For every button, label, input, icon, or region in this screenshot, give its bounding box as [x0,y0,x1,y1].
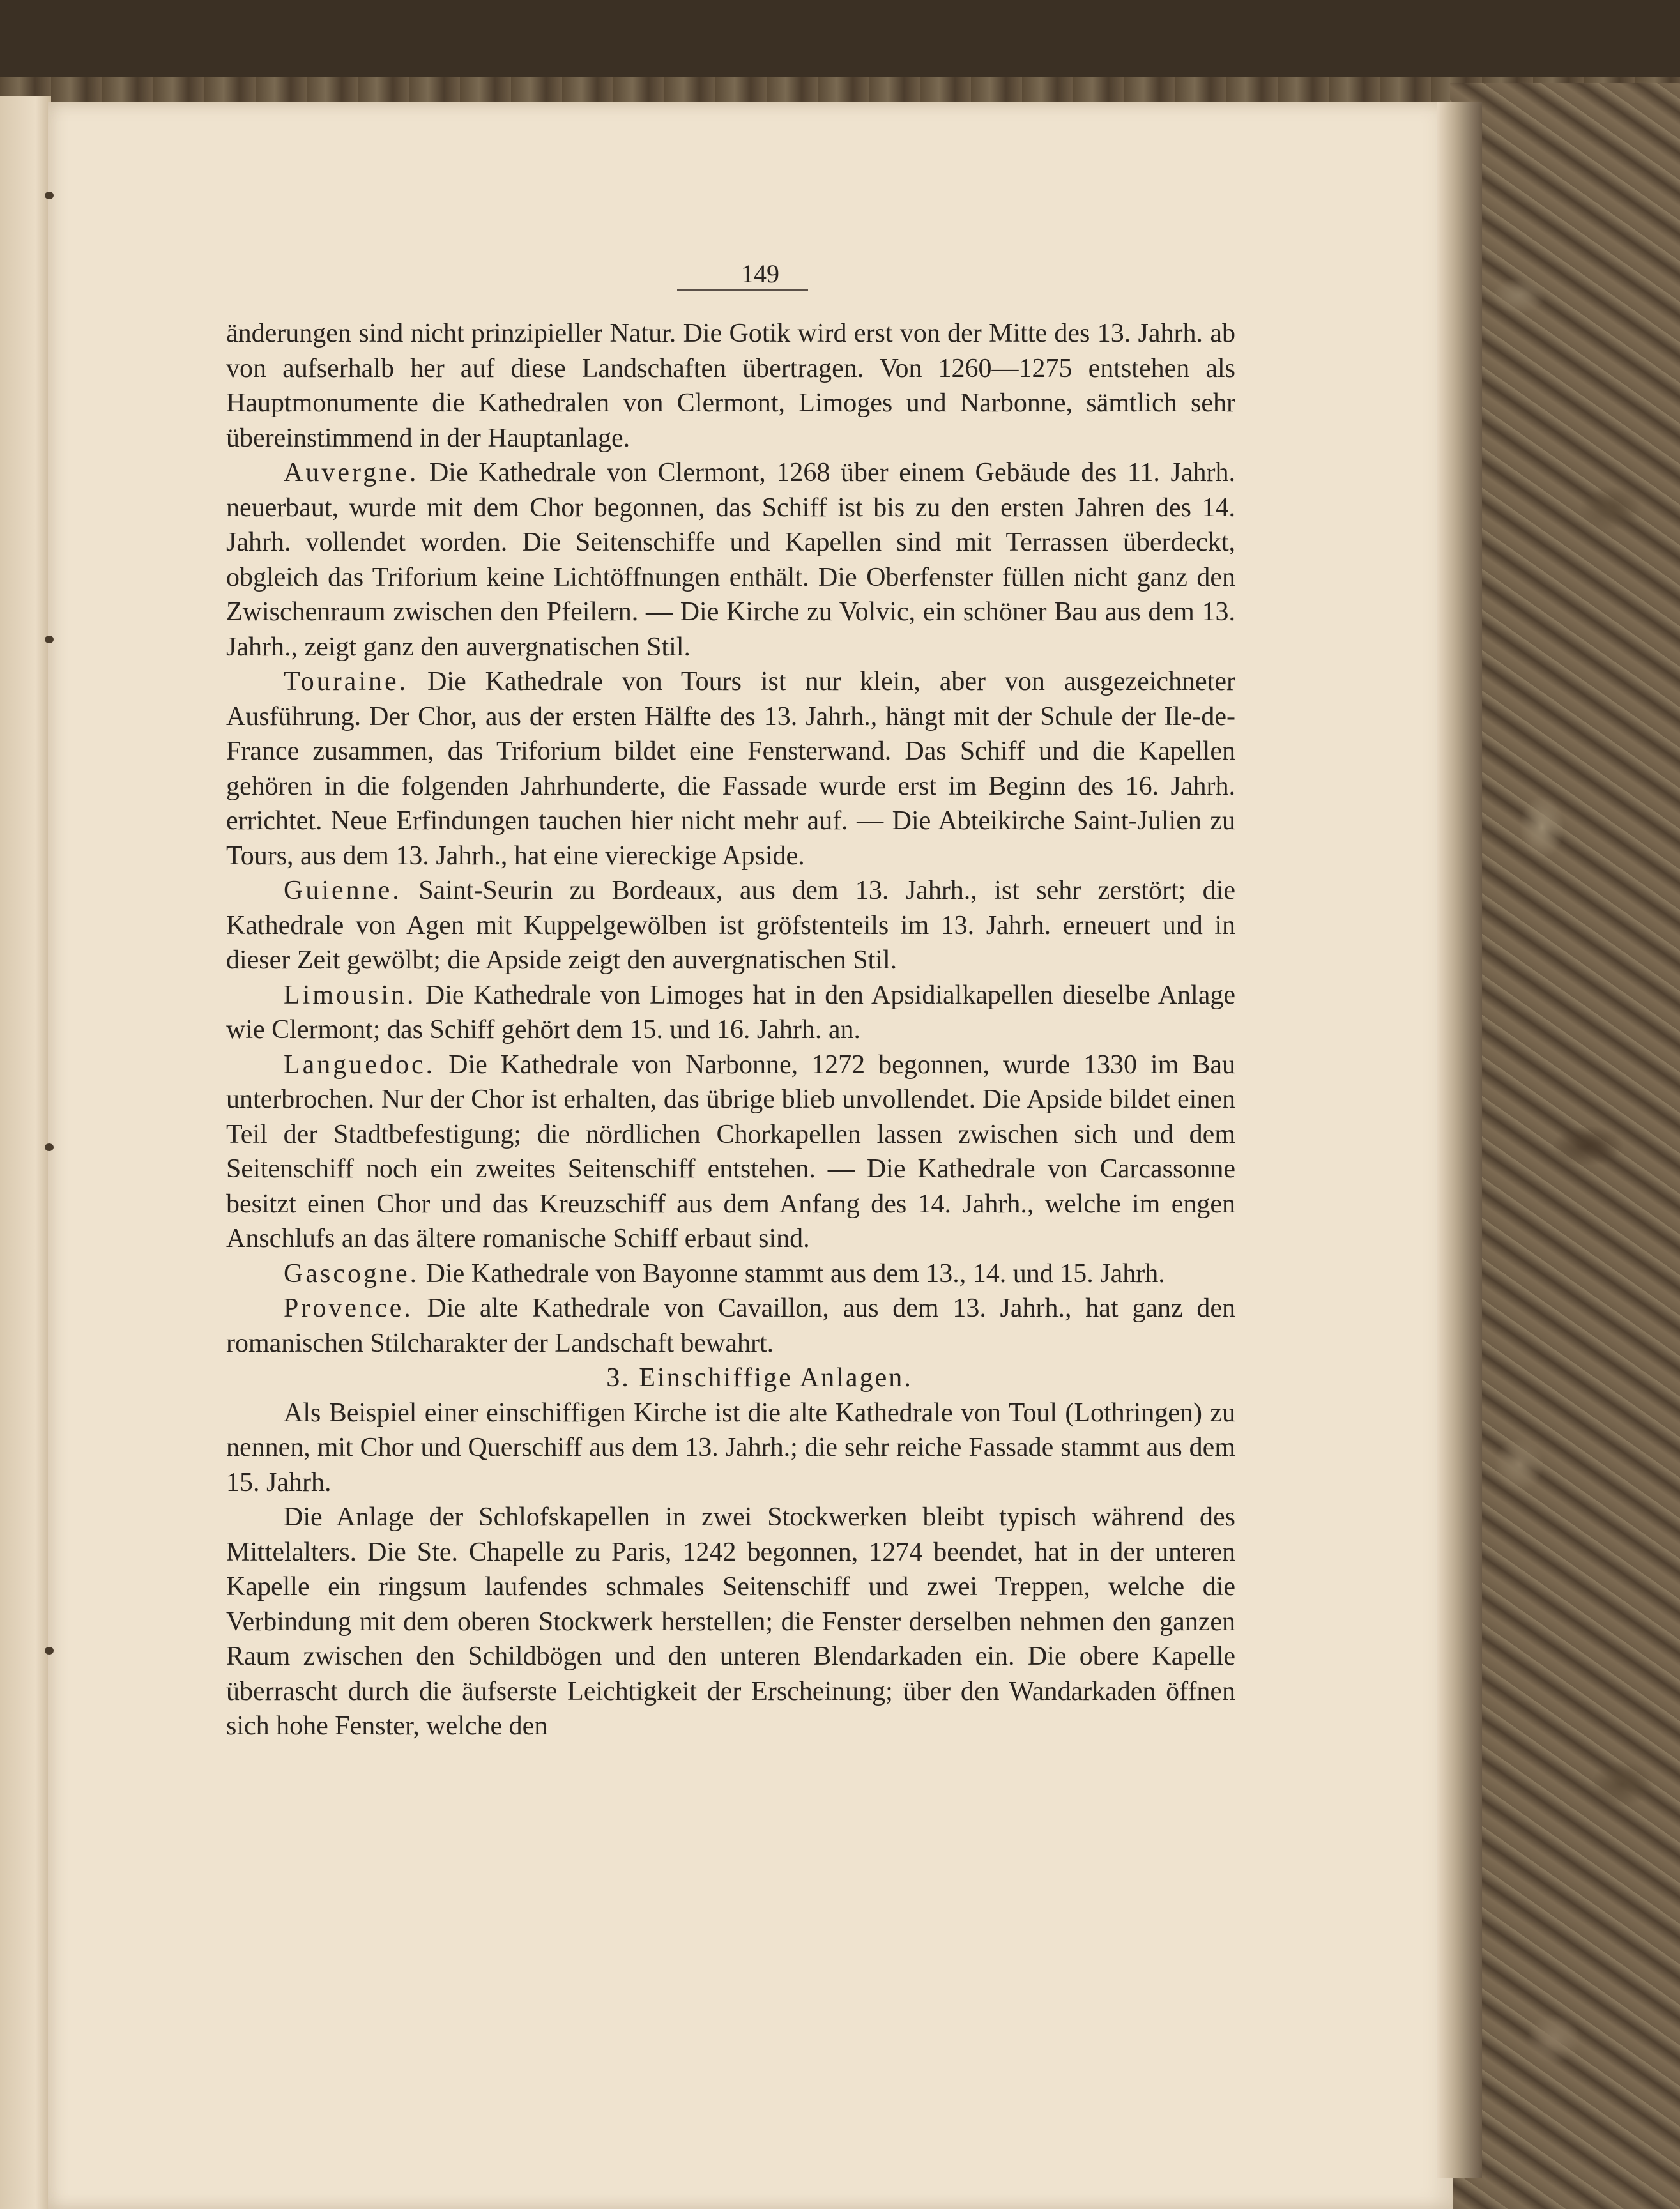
binding-hole [45,636,54,643]
paragraph [226,1500,1235,1744]
region-heading: Provence. [284,1294,413,1323]
paragraph-text: Als Beispiel einer einschiffigen Kirche ist die alte Kathedrale von Toul (Lothringen) zu nennen, mit Chor und Querschiff aus dem 13. Jahrh.; die sehr reiche Fassade stammt aus dem 15. Jahrh. [226,1398,1235,1497]
paragraph-text: Saint-Seurin zu Bordeaux, aus dem 13. Jahrh., ist sehr zerstört; die Kathedrale von Agen mit Kuppelgewölben ist gröfstenteils im 13. Jahrh. erneuert und in dieser Zeit gewölbt; die Apside zeigt den auvergnatischen Stil. [226,876,1235,975]
region-heading: Auvergne. [284,458,419,487]
paragraph [226,1396,1235,1501]
paragraph-text: änderungen sind nicht prinzipieller Natur. Die Gotik wird erst von der Mitte des 13. Jahrh. ab von aufserhalb her auf diese Landschaften übertragen. Von 1260—1275 entstehen als Hauptmonumente die Kathedralen von Clermont, Limoges und Narbonne, sämtlich sehr übereinstimmend in der Hauptanlage. [226,319,1235,453]
page-number-rule [677,289,808,291]
paragraph [226,1291,1235,1361]
paragraph-text: Die Kathedrale von Tours ist nur klein, aber von ausgezeichneter Ausführung. Der Chor, aus der ersten Hälfte des 13. Jahrh., hängt mit der Schule der Ile-de-France zusammen, das Triforium bildet eine Fensterwand. Das Schiff und die Kapellen gehören in die folgenden Jahrhunderte, die Fassade wurde erst im Beginn des 16. Jahrh. errichtet. Neue Erfindungen tauchen hier nicht mehr auf. — Die Abteikirche Saint-Julien zu Tours, aus dem 13. Jahrh., hat eine viereckige Apside. [226,667,1235,871]
paragraph [226,455,1235,664]
binding-hole [45,1647,54,1655]
paragraph-text: Die alte Kathedrale von Cavaillon, aus dem 13. Jahrh., hat ganz den romanischen Stilcharakter der Landschaft bewahrt. [226,1294,1235,1358]
region-heading: Gascogne. [284,1258,420,1288]
paragraph [226,664,1235,873]
paragraph-text: Die Kathedrale von Narbonne, 1272 begonnen, wurde 1330 im Bau unterbrochen. Nur der Chor ist erhalten, das übrige blieb unvollendet. Die Apside bildet einen Teil der Stadtbefestigung; die nördlichen Chorkapellen lassen zwischen sich und dem Seitenschiff noch ein zweites Seitenschiff entstehen. — Die Kathedrale von Carcassonne besitzt einen Chor und das Kreuzschiff aus dem Anfang des 14. Jahrh., welche im engen Anschlufs an das ältere romanische Schiff erbaut sind. [226,1050,1235,1253]
binding-hole [45,192,54,199]
paragraph [226,316,1235,455]
left-page-edge [0,96,51,2209]
section-heading: 3. Einschiffige Anlagen. [606,1363,913,1393]
paragraph [226,1257,1235,1292]
page-number: 149 [741,259,779,288]
marbled-binding [1450,83,1680,2209]
binding-hole [45,1143,54,1151]
region-heading: Limousin. [284,980,416,1010]
region-heading: Guienne. [284,876,402,905]
region-heading: Languedoc. [284,1050,436,1080]
paragraph [226,978,1235,1048]
paragraph-text: Die Kathedrale von Bayonne stammt aus dem 13., 14. und 15. Jahrh. [419,1258,1165,1288]
paragraph [226,873,1235,978]
page-edge-shadow [1437,102,1482,2178]
paragraph-text: Die Kathedrale von Clermont, 1268 über einem Gebäude des 11. Jahrh. neuerbaut, wurde mit dem Chor begonnen, das Schiff ist bis zu den ersten Jahren des 14. Jahrh. vollendet worden. Die Seitenschiffe und Kapellen sind mit Terrassen überdeckt, obgleich das Triforium keine Lichtöffnungen enthält. Die Oberfenster füllen nicht ganz den Zwischenraum zwischen den Pfeilern. — Die Kirche zu Volvic, ein schöner Bau aus dem 13. Jahrh., zeigt ganz den auvergnatischen Stil. [226,458,1235,662]
paragraph [226,1048,1235,1257]
region-heading: Touraine. [284,667,409,696]
paragraph-text: Die Anlage der Schlofskapellen in zwei Stockwerken bleibt typisch während des Mittelalters. Die Ste. Chapelle zu Paris, 1242 begonnen, 1274 beendet, hat in der unteren Kapelle ein ringsum laufendes schmales Seitenschiff und zwei Treppen, welche die Verbindung mit dem oberen Stockwerk herstellen; die Fenster derselben nehmen den ganzen Raum zwischen den Schildbögen und den unteren Blendarkaden ein. Die obere Kapelle überrascht durch die äufserste Leichtigkeit der Erscheinung; über den Wandarkaden öffnen sich hohe Fenster, welche den [226,1502,1235,1741]
body-text [226,316,1235,1744]
paragraph-text: Die Kathedrale von Limoges hat in den Apsidialkapellen dieselbe Anlage wie Clermont; das Schiff gehört dem 15. und 16. Jahrh. an. [226,980,1235,1044]
